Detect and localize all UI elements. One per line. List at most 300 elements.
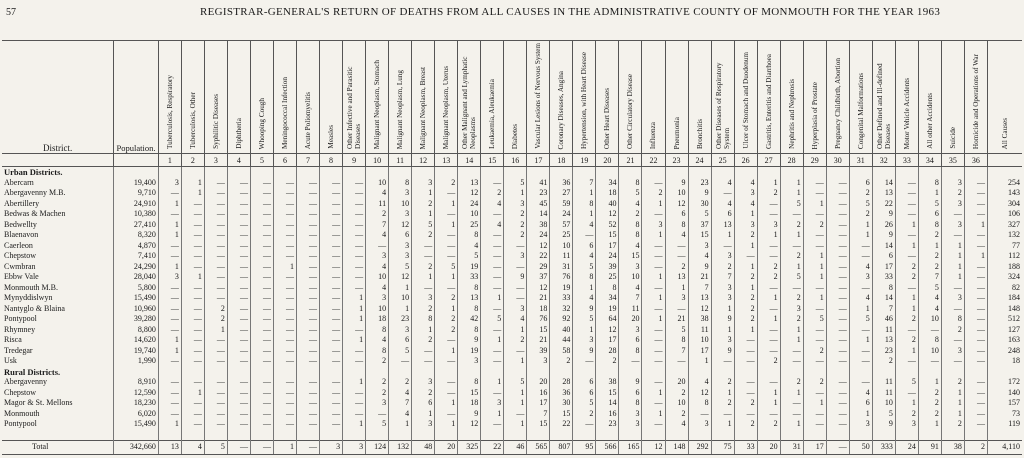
value-cell: 1 xyxy=(941,241,964,252)
table-row xyxy=(2,314,1022,325)
value-cell: 2 xyxy=(412,199,435,210)
value-cell: — xyxy=(964,419,987,430)
total-value: 20 xyxy=(757,441,780,455)
value-cell: — xyxy=(273,188,296,199)
value-cell: — xyxy=(204,377,227,388)
value-cell: — xyxy=(895,251,918,262)
value-cell: — xyxy=(320,209,343,220)
table-row xyxy=(2,377,1022,388)
population-cell: 15,490 xyxy=(114,419,159,430)
value-cell: 39 xyxy=(527,346,550,357)
value-cell: — xyxy=(826,293,849,304)
value-cell: 8 xyxy=(458,377,481,388)
value-cell: 3 xyxy=(849,419,872,430)
column-number: 15 xyxy=(481,154,504,167)
value-cell: 12 xyxy=(458,419,481,430)
value-cell: 2 xyxy=(412,230,435,241)
table-row xyxy=(2,262,1022,273)
value-cell: — xyxy=(227,356,250,367)
value-cell: 1 xyxy=(504,356,527,367)
section-heading-row xyxy=(2,367,1022,378)
cause-header xyxy=(872,41,895,154)
value-cell: — xyxy=(435,209,458,220)
value-cell: 6 xyxy=(573,377,596,388)
value-cell: — xyxy=(941,304,964,315)
cause-label: Malignant Neoplasm, Stomach xyxy=(373,59,382,149)
cause-label: Malignant Neoplasm, Uterus xyxy=(442,65,451,149)
cause-label: Other Malignant and Lymphatic Neoplasms xyxy=(461,56,478,149)
value-cell: 37 xyxy=(527,272,550,283)
value-cell: — xyxy=(158,398,181,409)
total-value: 50 xyxy=(849,441,872,455)
value-cell: 5 xyxy=(481,314,504,325)
empty-cell xyxy=(711,167,734,178)
value-cell: 23 xyxy=(389,314,412,325)
value-cell: — xyxy=(757,241,780,252)
district-name: Mynyddislwyn xyxy=(4,293,53,302)
header-row xyxy=(2,41,1022,154)
cause-header xyxy=(250,41,273,154)
value-cell: 6 xyxy=(849,398,872,409)
empty-cell xyxy=(895,167,918,178)
empty-cell xyxy=(688,167,711,178)
value-cell: — xyxy=(343,325,366,336)
value-cell: 1 xyxy=(435,419,458,430)
value-cell: 7 xyxy=(711,272,734,283)
empty-cell xyxy=(711,367,734,378)
district-name: Monmouth xyxy=(4,408,40,418)
cause-header xyxy=(642,41,665,154)
value-cell: — xyxy=(412,356,435,367)
value-cell: — xyxy=(481,419,504,430)
value-cell: 17 xyxy=(527,398,550,409)
value-cell: 38 xyxy=(688,314,711,325)
value-cell: — xyxy=(826,304,849,315)
value-cell: — xyxy=(181,335,204,346)
value-cell: — xyxy=(181,346,204,357)
cause-header xyxy=(181,41,204,154)
value-cell: 2 xyxy=(665,409,688,420)
value-cell: 2 xyxy=(780,251,803,262)
value-cell: 4 xyxy=(918,293,941,304)
value-cell: — xyxy=(227,262,250,273)
empty-cell xyxy=(366,430,389,441)
column-number xyxy=(2,154,114,167)
value-cell: 9 xyxy=(688,188,711,199)
value-cell: 18 xyxy=(987,356,1022,367)
value-cell: 8 xyxy=(665,220,688,231)
page-number: 57 xyxy=(6,7,16,18)
value-cell: — xyxy=(273,388,296,399)
value-cell: — xyxy=(803,409,826,420)
value-cell: 1 xyxy=(711,325,734,336)
value-cell: — xyxy=(803,178,826,189)
value-cell: — xyxy=(343,188,366,199)
value-cell: — xyxy=(297,241,320,252)
cause-label: Pneumonia xyxy=(672,116,681,149)
value-cell: — xyxy=(158,251,181,262)
total-value: 33 xyxy=(734,441,757,455)
value-cell: — xyxy=(826,346,849,357)
value-cell: 11 xyxy=(688,325,711,336)
value-cell: — xyxy=(204,251,227,262)
empty-cell xyxy=(941,430,964,441)
empty-cell xyxy=(734,430,757,441)
value-cell: — xyxy=(734,388,757,399)
empty-cell xyxy=(412,167,435,178)
empty-cell xyxy=(780,430,803,441)
value-cell: 15 xyxy=(688,230,711,241)
value-cell: 2 xyxy=(895,262,918,273)
value-cell: — xyxy=(826,251,849,262)
empty-cell xyxy=(550,167,573,178)
value-cell: 92 xyxy=(550,314,573,325)
value-cell: 1 xyxy=(941,272,964,283)
value-cell: 15 xyxy=(596,230,619,241)
value-cell: 1 xyxy=(849,335,872,346)
value-cell: — xyxy=(711,356,734,367)
value-cell: — xyxy=(619,356,642,367)
value-cell: — xyxy=(964,230,987,241)
value-cell: — xyxy=(665,356,688,367)
cause-label: Hyperplasia of Prostate xyxy=(810,81,819,149)
value-cell: 2 xyxy=(366,388,389,399)
empty-cell xyxy=(481,430,504,441)
value-cell: 19 xyxy=(596,304,619,315)
value-cell: 13 xyxy=(688,293,711,304)
district-name: Rhymney xyxy=(4,324,36,334)
value-cell: — xyxy=(642,335,665,346)
cause-header xyxy=(389,41,412,154)
value-cell: 8 xyxy=(458,304,481,315)
table-row xyxy=(2,356,1022,367)
column-number: 35 xyxy=(941,154,964,167)
value-cell: — xyxy=(803,241,826,252)
value-cell: 7 xyxy=(619,293,642,304)
value-cell: 9 xyxy=(458,335,481,346)
total-value: — xyxy=(250,441,273,455)
value-cell: 106 xyxy=(987,209,1022,220)
value-cell: — xyxy=(504,409,527,420)
table-row xyxy=(2,409,1022,420)
value-cell: 5 xyxy=(803,314,826,325)
value-cell: 3 xyxy=(389,188,412,199)
value-cell: 1 xyxy=(343,419,366,430)
value-cell: — xyxy=(158,388,181,399)
value-cell: — xyxy=(665,241,688,252)
value-cell: 36 xyxy=(550,178,573,189)
page-header xyxy=(0,5,1024,25)
cause-label: Vascular Lesions of Nervous System xyxy=(534,43,543,149)
value-cell: — xyxy=(481,262,504,273)
value-cell: 8 xyxy=(619,398,642,409)
value-cell: — xyxy=(343,388,366,399)
total-value: 12 xyxy=(642,441,665,455)
value-cell: 10 xyxy=(366,272,389,283)
value-cell: — xyxy=(250,409,273,420)
column-number: 8 xyxy=(320,154,343,167)
value-cell: 2 xyxy=(711,398,734,409)
value-cell: 36 xyxy=(550,388,573,399)
value-cell: 46 xyxy=(872,314,895,325)
empty-cell xyxy=(803,367,826,378)
value-cell: — xyxy=(320,335,343,346)
value-cell: — xyxy=(481,388,504,399)
value-cell: — xyxy=(273,283,296,294)
value-cell: 4 xyxy=(665,419,688,430)
value-cell: — xyxy=(320,262,343,273)
value-cell: 2 xyxy=(734,419,757,430)
value-cell: 73 xyxy=(987,409,1022,420)
value-cell: 12 xyxy=(458,188,481,199)
population-cell: 14,620 xyxy=(114,335,159,346)
value-cell: 21 xyxy=(688,272,711,283)
value-cell: 4 xyxy=(734,178,757,189)
value-cell: 6 xyxy=(389,230,412,241)
value-cell: 188 xyxy=(987,262,1022,273)
value-cell: 1 xyxy=(734,209,757,220)
value-cell: 1 xyxy=(803,199,826,210)
population-cell: 8,910 xyxy=(114,377,159,388)
empty-cell xyxy=(458,430,481,441)
value-cell: 1 xyxy=(158,199,181,210)
value-cell: 1 xyxy=(895,346,918,357)
value-cell: — xyxy=(204,356,227,367)
value-cell: 512 xyxy=(987,314,1022,325)
value-cell: 5 xyxy=(780,199,803,210)
value-cell: — xyxy=(642,377,665,388)
total-value: — xyxy=(227,441,250,455)
value-cell: 8 xyxy=(688,398,711,409)
value-cell: — xyxy=(204,230,227,241)
column-number: 24 xyxy=(688,154,711,167)
value-cell: 25 xyxy=(550,230,573,241)
empty-cell xyxy=(803,430,826,441)
value-cell: 3 xyxy=(458,356,481,367)
value-cell: 2 xyxy=(872,356,895,367)
value-cell: — xyxy=(941,230,964,241)
empty-cell xyxy=(297,430,320,441)
value-cell: — xyxy=(435,388,458,399)
value-cell: — xyxy=(918,356,941,367)
cause-header xyxy=(803,41,826,154)
value-cell: 5 xyxy=(849,314,872,325)
value-cell: — xyxy=(481,178,504,189)
value-cell: — xyxy=(642,262,665,273)
value-cell: 30 xyxy=(688,199,711,210)
value-cell: 1 xyxy=(412,188,435,199)
value-cell: 13 xyxy=(665,272,688,283)
value-cell: — xyxy=(435,283,458,294)
empty-cell xyxy=(181,430,204,441)
value-cell: 3 xyxy=(389,325,412,336)
value-cell: — xyxy=(273,293,296,304)
value-cell: — xyxy=(227,398,250,409)
cause-header xyxy=(619,41,642,154)
value-cell: 5 xyxy=(849,199,872,210)
value-cell: — xyxy=(642,419,665,430)
cause-label: Acute Poliomyelitis xyxy=(304,91,313,149)
value-cell: 1 xyxy=(181,388,204,399)
value-cell: — xyxy=(642,251,665,262)
value-cell: 1 xyxy=(435,272,458,283)
cause-label: All other Accidents xyxy=(925,93,934,149)
value-cell: — xyxy=(158,209,181,220)
column-number: 20 xyxy=(596,154,619,167)
value-cell: 3 xyxy=(711,283,734,294)
column-number: 32 xyxy=(872,154,895,167)
cause-label: Gastritis, Enteritis and Diarrhoea xyxy=(764,53,773,149)
value-cell: 5 xyxy=(780,272,803,283)
value-cell: 1 xyxy=(757,388,780,399)
value-cell: 1 xyxy=(642,293,665,304)
column-number: 9 xyxy=(343,154,366,167)
value-cell: — xyxy=(642,178,665,189)
value-cell: — xyxy=(757,346,780,357)
column-number: 34 xyxy=(918,154,941,167)
value-cell: — xyxy=(688,409,711,420)
column-number: 29 xyxy=(803,154,826,167)
value-cell: 1 xyxy=(642,199,665,210)
cause-header xyxy=(688,41,711,154)
value-cell: 30 xyxy=(550,398,573,409)
value-cell: 1 xyxy=(757,314,780,325)
value-cell: 10 xyxy=(918,346,941,357)
value-cell: 1 xyxy=(849,304,872,315)
column-number: 36 xyxy=(964,154,987,167)
value-cell: — xyxy=(964,356,987,367)
value-cell: — xyxy=(204,283,227,294)
value-cell: 8 xyxy=(665,335,688,346)
cause-header xyxy=(734,41,757,154)
total-value: 292 xyxy=(688,441,711,455)
value-cell: 1 xyxy=(412,409,435,420)
value-cell: — xyxy=(320,398,343,409)
value-cell: — xyxy=(504,283,527,294)
empty-cell xyxy=(114,367,159,378)
value-cell: 3 xyxy=(619,419,642,430)
value-cell: — xyxy=(343,209,366,220)
empty-cell xyxy=(550,430,573,441)
value-cell: — xyxy=(227,230,250,241)
value-cell: 5 xyxy=(366,419,389,430)
empty-cell xyxy=(642,167,665,178)
population-cell: 10,960 xyxy=(114,304,159,315)
value-cell: 112 xyxy=(987,251,1022,262)
value-cell: 59 xyxy=(550,199,573,210)
value-cell: 1 xyxy=(803,251,826,262)
table-body xyxy=(2,167,1022,455)
empty-cell xyxy=(619,167,642,178)
value-cell: — xyxy=(320,314,343,325)
value-cell: — xyxy=(343,262,366,273)
value-cell: — xyxy=(964,409,987,420)
value-cell: 2 xyxy=(734,293,757,304)
value-cell: — xyxy=(366,241,389,252)
value-cell: 5 xyxy=(389,346,412,357)
value-cell: 3 xyxy=(642,220,665,231)
value-cell: — xyxy=(250,346,273,357)
value-cell: — xyxy=(826,377,849,388)
value-cell: 9 xyxy=(573,304,596,315)
value-cell: — xyxy=(481,272,504,283)
value-cell: 1 xyxy=(158,346,181,357)
cause-label: Other Diseases of Respiratory System xyxy=(714,62,731,149)
value-cell: 16 xyxy=(527,388,550,399)
empty-cell xyxy=(826,167,849,178)
value-cell: 4 xyxy=(504,314,527,325)
value-cell: 327 xyxy=(987,220,1022,231)
value-cell: — xyxy=(412,283,435,294)
value-cell: — xyxy=(849,251,872,262)
column-number: 19 xyxy=(573,154,596,167)
value-cell: — xyxy=(964,304,987,315)
empty-cell xyxy=(642,367,665,378)
value-cell: — xyxy=(297,251,320,262)
value-cell: 1 xyxy=(389,283,412,294)
value-cell: — xyxy=(964,388,987,399)
district-name: Caerleon xyxy=(4,240,33,250)
empty-cell xyxy=(320,430,343,441)
value-cell: — xyxy=(895,325,918,336)
value-cell: 3 xyxy=(734,220,757,231)
column-number: 33 xyxy=(895,154,918,167)
value-cell: 1 xyxy=(780,262,803,273)
district-name: Blaenavon xyxy=(4,230,39,239)
empty-cell xyxy=(458,367,481,378)
value-cell: 13 xyxy=(872,188,895,199)
value-cell: — xyxy=(250,230,273,241)
value-cell: — xyxy=(504,241,527,252)
value-cell: — xyxy=(250,199,273,210)
value-cell: 4 xyxy=(573,251,596,262)
value-cell: 3 xyxy=(158,272,181,283)
empty-cell xyxy=(573,367,596,378)
value-cell: — xyxy=(297,419,320,430)
empty-cell xyxy=(872,430,895,441)
value-cell: 2 xyxy=(849,188,872,199)
value-cell: 2 xyxy=(366,356,389,367)
value-cell: 1 xyxy=(780,419,803,430)
value-cell: — xyxy=(250,251,273,262)
value-cell: — xyxy=(297,199,320,210)
value-cell: 3 xyxy=(941,199,964,210)
cause-label: Syphilitic Diseases xyxy=(211,94,220,149)
empty-cell xyxy=(527,430,550,441)
value-cell: — xyxy=(204,346,227,357)
value-cell: — xyxy=(320,230,343,241)
value-cell: 172 xyxy=(987,377,1022,388)
value-cell: — xyxy=(757,304,780,315)
value-cell: 5 xyxy=(872,409,895,420)
value-cell: 3 xyxy=(573,335,596,346)
value-cell: — xyxy=(297,209,320,220)
page-title: REGISTRAR-GENERAL'S RETURN OF DEATHS FROM ALL CAUSES IN THE ADMINISTRATIVE COUNTY OF MONMOUTH FOR THE YEAR 1963 xyxy=(200,6,941,18)
column-number: 14 xyxy=(458,154,481,167)
value-cell: — xyxy=(343,346,366,357)
value-cell: 4 xyxy=(619,241,642,252)
section-heading: Urban Districts. xyxy=(4,167,63,177)
value-cell: — xyxy=(803,188,826,199)
cause-header xyxy=(227,41,250,154)
value-cell: 1 xyxy=(642,409,665,420)
value-cell: 119 xyxy=(987,419,1022,430)
value-cell: 1 xyxy=(941,262,964,273)
value-cell: 8 xyxy=(872,283,895,294)
empty-cell xyxy=(181,367,204,378)
value-cell: — xyxy=(204,188,227,199)
value-cell: — xyxy=(158,377,181,388)
